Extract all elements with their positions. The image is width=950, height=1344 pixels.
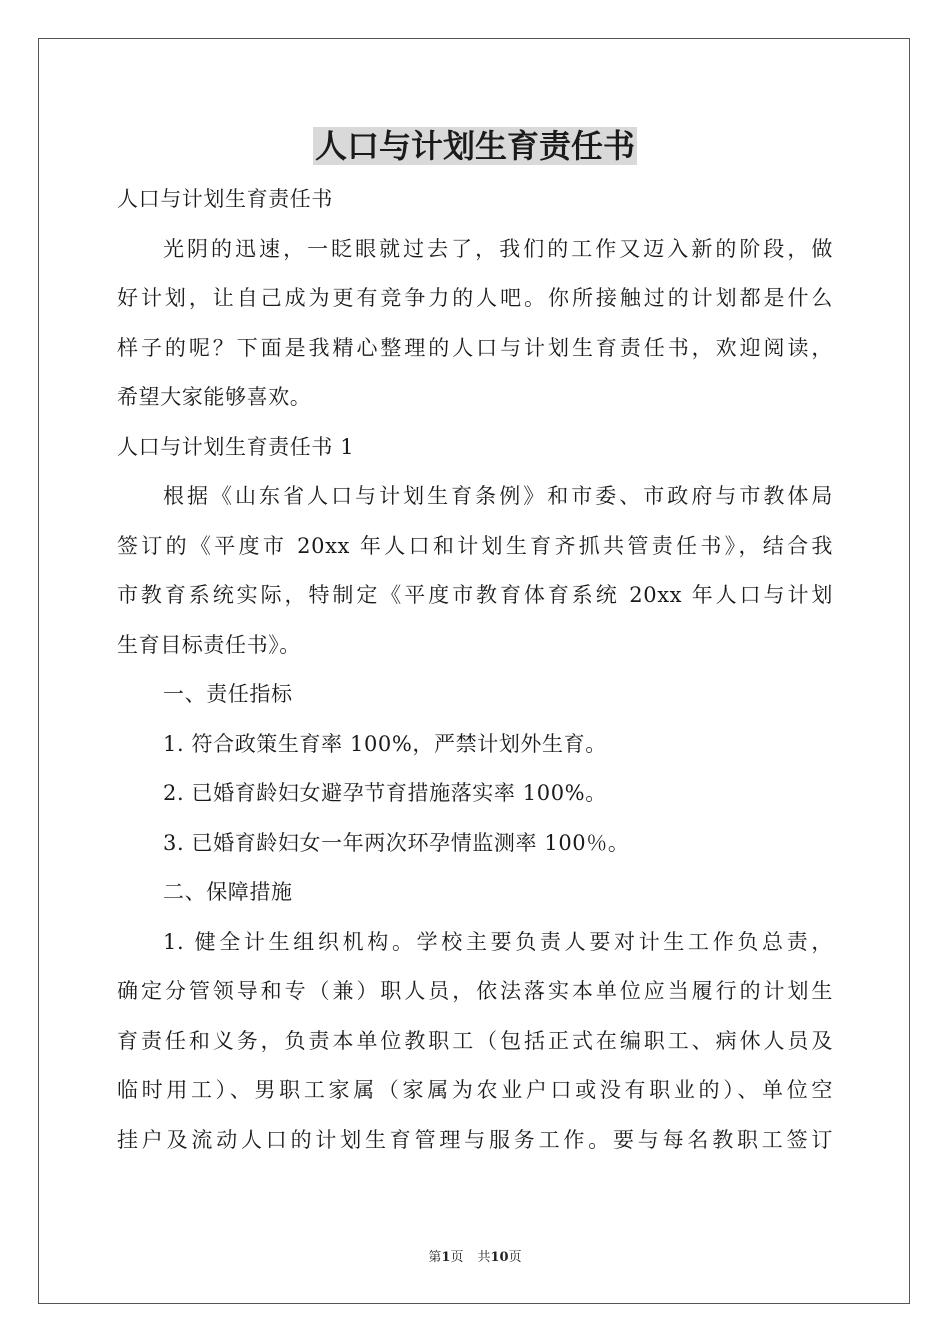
text-line: 希望大家能够喜欢。 (117, 385, 312, 409)
footer-page-prefix: 第 (428, 1250, 442, 1265)
text-line: 挂户及流动人口的计划生育管理与服务工作。要与每名教职工签订 (117, 1127, 833, 1152)
text-line: 二、保障措施 (163, 880, 293, 904)
text-line: 签订的《平度市 20xx 年人口和计划生育齐抓共管责任书》，结合我 (117, 533, 833, 558)
text-line: 1. 健全计生组织机构。学校主要负责人要对计生工作负总责， (163, 929, 833, 954)
footer-total-pages: 10 (490, 1250, 509, 1265)
text-line: 市教育系统实际，特制定《平度市教育体育系统 20xx 年人口与计划 (117, 583, 833, 607)
text-line: 育责任和义务，负责本单位教职工（包括正式在编职工、病休人员及 (117, 1028, 833, 1053)
text-line: 生育目标责任书》。 (117, 632, 301, 657)
footer-total-suffix: 页 (508, 1250, 522, 1265)
text-line: 1. 符合政策生育率 100%，严禁计划外生育。 (163, 731, 607, 756)
text-line: 确定分管领导和专（兼）职人员，依法落实本单位应当履行的计划生 (117, 979, 833, 1003)
footer-page-number: 1 (441, 1250, 451, 1265)
text-line: 光阴的迅速，一眨眼就过去了，我们的工作又迈入新的阶段，做 (163, 236, 833, 261)
text-line: 一、责任指标 (163, 682, 293, 706)
text-line: 根据《山东省人口与计划生育条例》和市委、市政府与市教体局 (163, 484, 833, 508)
text-line: 好计划，让自己成为更有竞争力的人吧。你所接触过的计划都是什么 (117, 286, 833, 310)
footer-total-prefix: 共 (477, 1250, 491, 1265)
text-line: 3. 已婚育龄妇女一年两次环孕情监测率 100％。 (163, 830, 630, 855)
document-title-text: 人口与计划生育责任书 (314, 127, 635, 165)
text-line: 临时用工）、男职工家属（家属为农业户口或没有职业的）、单位空 (117, 1078, 833, 1102)
text-line: 2. 已婚育龄妇女避孕节育措施落实率 100%。 (163, 781, 607, 805)
text-line: 人口与计划生育责任书 1 (117, 434, 355, 459)
document-title (0, 124, 950, 168)
footer-page-suffix: 页 (450, 1250, 464, 1265)
page-footer (0, 1246, 950, 1265)
text-line: 样子的呢？下面是我精心整理的人口与计划生育责任书，欢迎阅读， (117, 335, 833, 360)
text-line: 人口与计划生育责任书 (117, 187, 333, 211)
document-body (117, 175, 833, 1165)
